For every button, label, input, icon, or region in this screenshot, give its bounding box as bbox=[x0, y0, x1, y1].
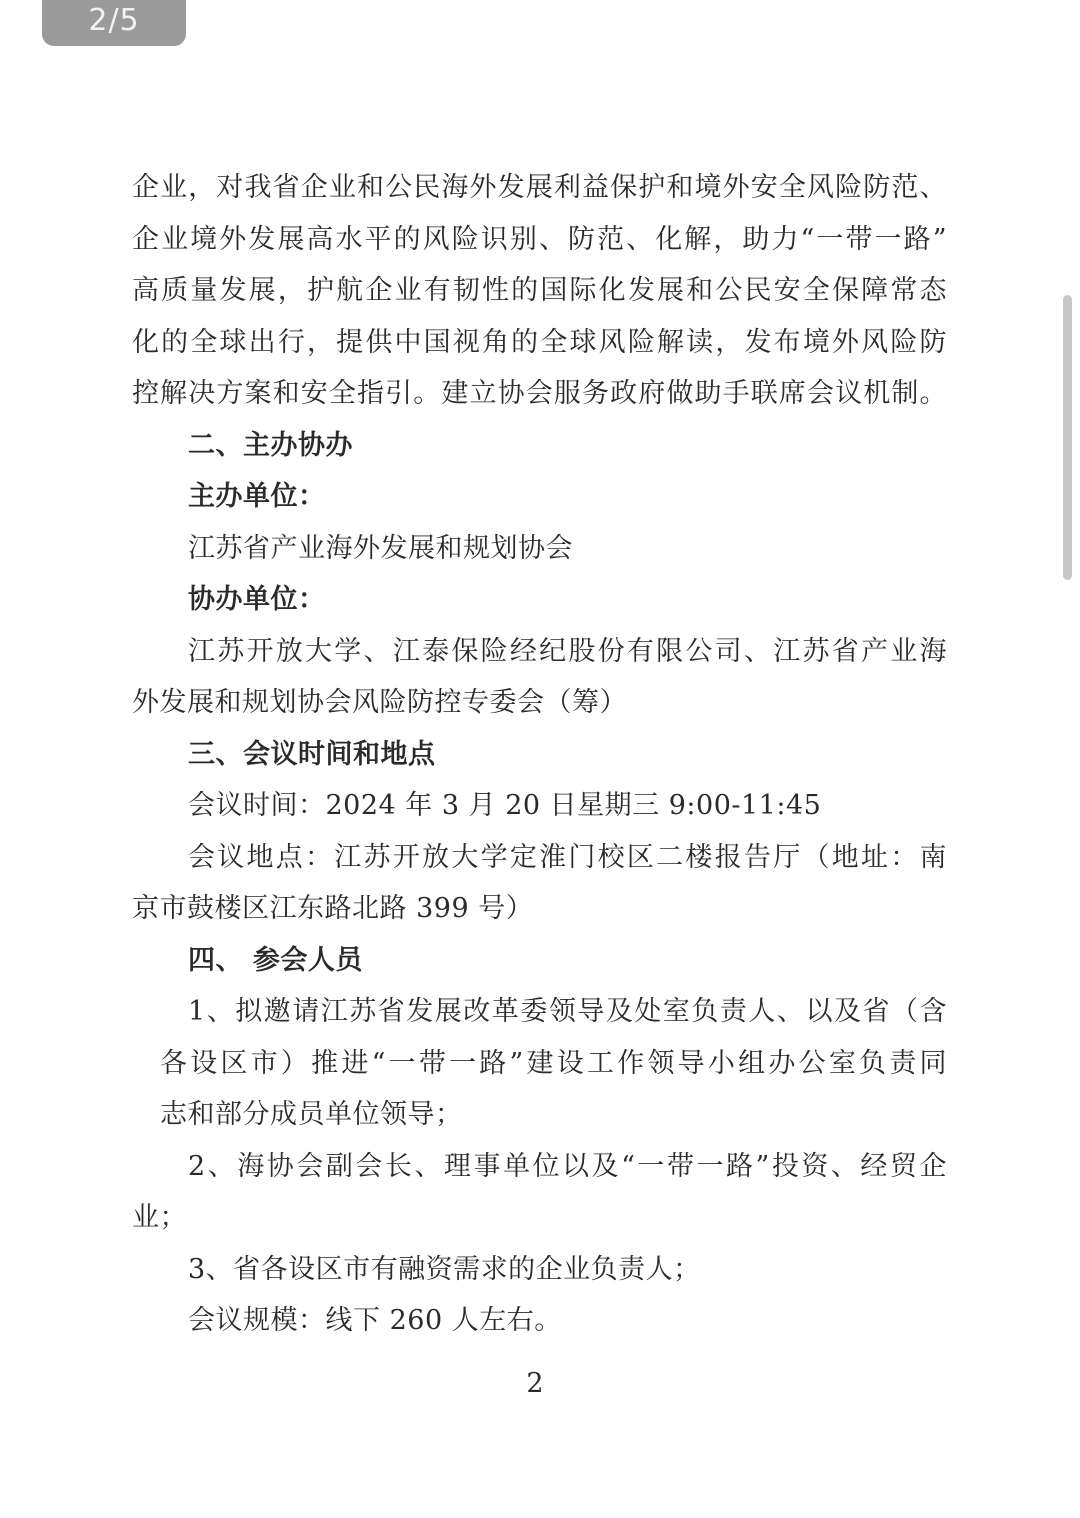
paragraph-line: 企业，对我省企业和公民海外发展利益保护和境外安全风险防范、 bbox=[132, 172, 947, 203]
cohost-line: 江苏开放大学、江泰保险经纪股份有限公司、江苏省产业海 bbox=[188, 635, 947, 667]
document-body bbox=[132, 162, 947, 1347]
attendee-item-line: 业； bbox=[132, 1202, 187, 1233]
host-label: 主办单位： bbox=[188, 481, 326, 512]
attendee-item-line: 各设区市）推进“一带一路”建设工作领导小组办公室负责同 bbox=[160, 1047, 947, 1079]
meeting-place-line: 会议地点：江苏开放大学定淮门校区二楼报告厅（地址：南 bbox=[188, 841, 947, 873]
section-heading-host: 二、主办协办 bbox=[188, 429, 353, 461]
meeting-scale: 会议规模：线下 260 人左右。 bbox=[188, 1305, 562, 1336]
meeting-time: 会议时间：2024 年 3 月 20 日星期三 9:00-11:45 bbox=[188, 790, 822, 821]
attendee-item-line: 3、省各设区市有融资需求的企业负责人； bbox=[188, 1253, 701, 1285]
attendee-item-line: 2、海协会副会长、理事单位以及“一带一路”投资、经贸企 bbox=[188, 1150, 947, 1182]
attendee-item-line: 1、拟邀请江苏省发展改革委领导及处室负责人、以及省（含 bbox=[188, 996, 947, 1027]
cohost-line: 外发展和规划协会风险防控专委会（筹） bbox=[132, 687, 627, 718]
paragraph-line: 化的全球出行，提供中国视角的全球风险解读，发布境外风险防 bbox=[132, 326, 947, 358]
page-indicator: 2/5 bbox=[42, 0, 186, 46]
paragraph-line: 企业境外发展高水平的风险识别、防范、化解，助力“一带一路” bbox=[132, 223, 947, 255]
attendee-item-line: 志和部分成员单位领导； bbox=[160, 1099, 463, 1130]
host-value: 江苏省产业海外发展和规划协会 bbox=[188, 532, 573, 564]
section-heading-time-place: 三、会议时间和地点 bbox=[188, 738, 436, 770]
page-number: 2 bbox=[526, 1368, 544, 1399]
paragraph-line: 高质量发展，护航企业有韧性的国际化发展和公民安全保障常态 bbox=[132, 275, 947, 306]
meeting-place-line: 京市鼓楼区江东路北路 399 号） bbox=[132, 893, 534, 924]
paragraph-line: 控解决方案和安全指引。建立协会服务政府做助手联席会议机制。 bbox=[132, 378, 947, 409]
scrollbar[interactable] bbox=[1063, 295, 1072, 580]
section-heading-attendees: 四、 参会人员 bbox=[188, 944, 363, 976]
cohost-label: 协办单位： bbox=[188, 584, 326, 615]
